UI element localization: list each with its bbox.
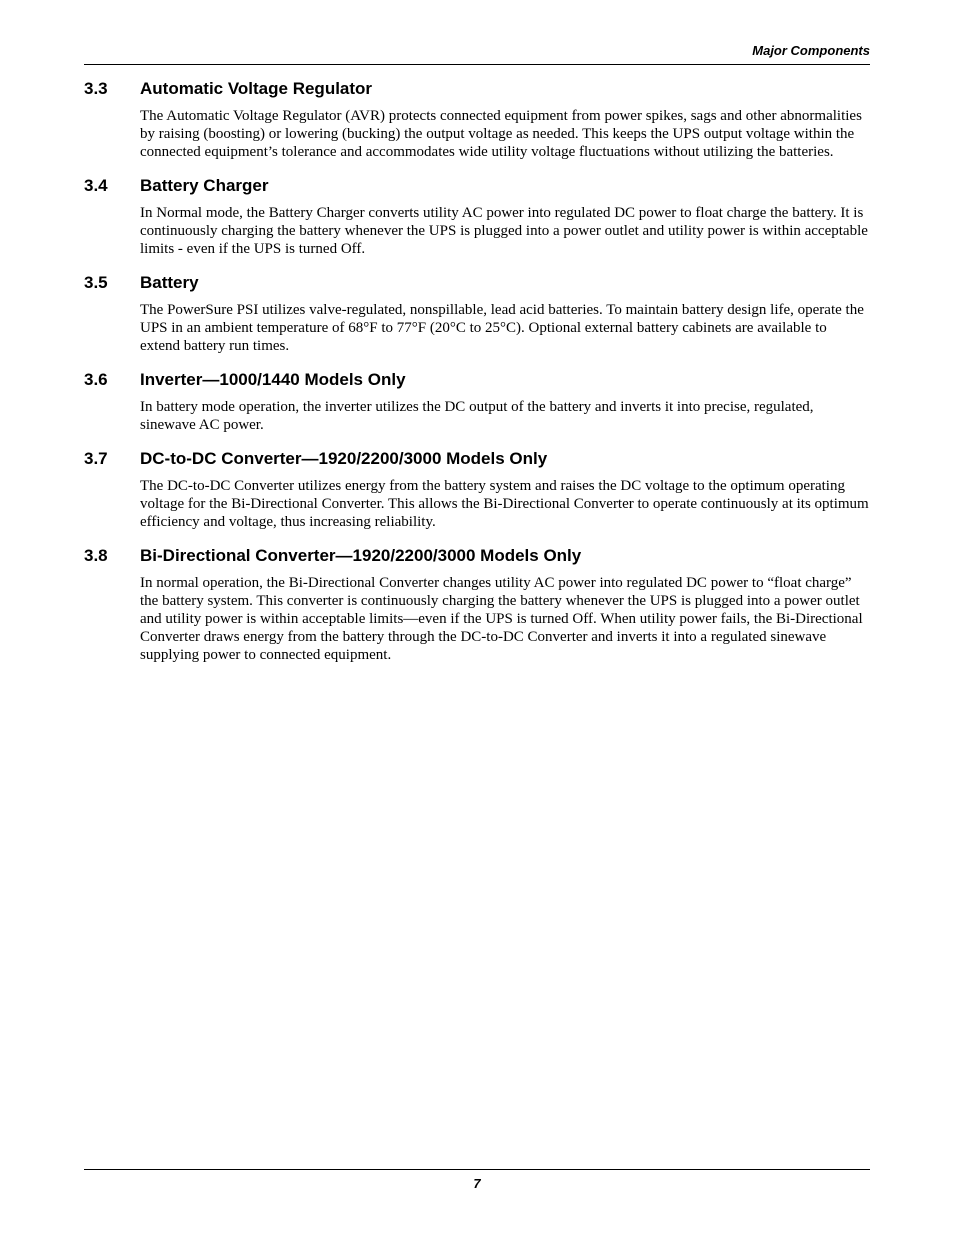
section-title: Automatic Voltage Regulator	[140, 79, 373, 98]
section-heading	[84, 78, 870, 100]
section-heading	[84, 272, 870, 294]
section-heading	[84, 369, 870, 391]
running-header-title: Major Components	[752, 43, 870, 58]
section-number: 3.4	[84, 176, 108, 195]
section-title: Battery Charger	[140, 176, 269, 195]
section-heading	[84, 545, 870, 567]
section-title: DC-to-DC Converter—1920/2200/3000 Models Only	[140, 449, 548, 468]
section-3-4	[84, 175, 870, 258]
section-3-5	[84, 272, 870, 355]
section-paragraph: The DC-to-DC Converter utilizes energy from the battery system and raises the DC voltage to the optimum operating voltage for the Bi-Directional Converter. This allows the Bi-Directional Converter to operate continuously at its optimum efficiency and voltage, thus increasing reliability.	[140, 478, 869, 530]
section-number: 3.8	[84, 546, 108, 565]
section-paragraph: The PowerSure PSI utilizes valve-regulated, nonspillable, lead acid batteries. To maintain battery design life, operate the UPS in an ambient temperature of 68°F to 77°F (20°C to 25°C). Optional external battery cabinets are available to extend battery run times.	[140, 302, 864, 354]
section-number: 3.3	[84, 79, 108, 98]
section-paragraph: The Automatic Voltage Regulator (AVR) protects connected equipment from power spikes, sags and other abnormalities by raising (boosting) or lowering (bucking) the output voltage as needed. This keeps the UPS output voltage within the connected equipment’s tolerance and accommodates wide utility voltage fluctuations without utilizing the batteries.	[140, 108, 862, 160]
section-number: 3.5	[84, 273, 108, 292]
section-heading	[84, 175, 870, 197]
section-3-8	[84, 545, 870, 664]
section-number: 3.6	[84, 370, 108, 389]
header-rule	[84, 64, 870, 65]
section-3-6	[84, 369, 870, 434]
section-title: Bi-Directional Converter—1920/2200/3000 Models Only	[140, 546, 582, 565]
footer-rule	[84, 1169, 870, 1170]
section-paragraph: In normal operation, the Bi-Directional Converter changes utility AC power into regulated DC power to “float charge” the battery system. This converter is continuously charging the battery whenever the UPS is plugged into a power outlet and utility power is within acceptable limits—even if the UPS is turned Off. When utility power fails, the Bi-Directional Converter draws energy from the battery through the DC-to-DC Converter and inverts it into a regulated sinewave supplying power to connected equipment.	[140, 575, 863, 663]
section-title: Inverter—1000/1440 Models Only	[140, 370, 406, 389]
section-paragraph: In battery mode operation, the inverter utilizes the DC output of the battery and inverts it into precise, regulated, sinewave AC power.	[140, 399, 814, 433]
page-number: 7	[473, 1176, 481, 1191]
page-content	[84, 78, 870, 678]
section-heading	[84, 448, 870, 470]
section-paragraph: In Normal mode, the Battery Charger converts utility AC power into regulated DC power to float charge the battery. It is continuously charging the battery whenever the UPS is plugged into a power outlet and utility power is within acceptable limits - even if the UPS is turned Off.	[140, 205, 868, 257]
section-3-3	[84, 78, 870, 161]
section-title: Battery	[140, 273, 199, 292]
section-number: 3.7	[84, 449, 108, 468]
section-3-7	[84, 448, 870, 531]
